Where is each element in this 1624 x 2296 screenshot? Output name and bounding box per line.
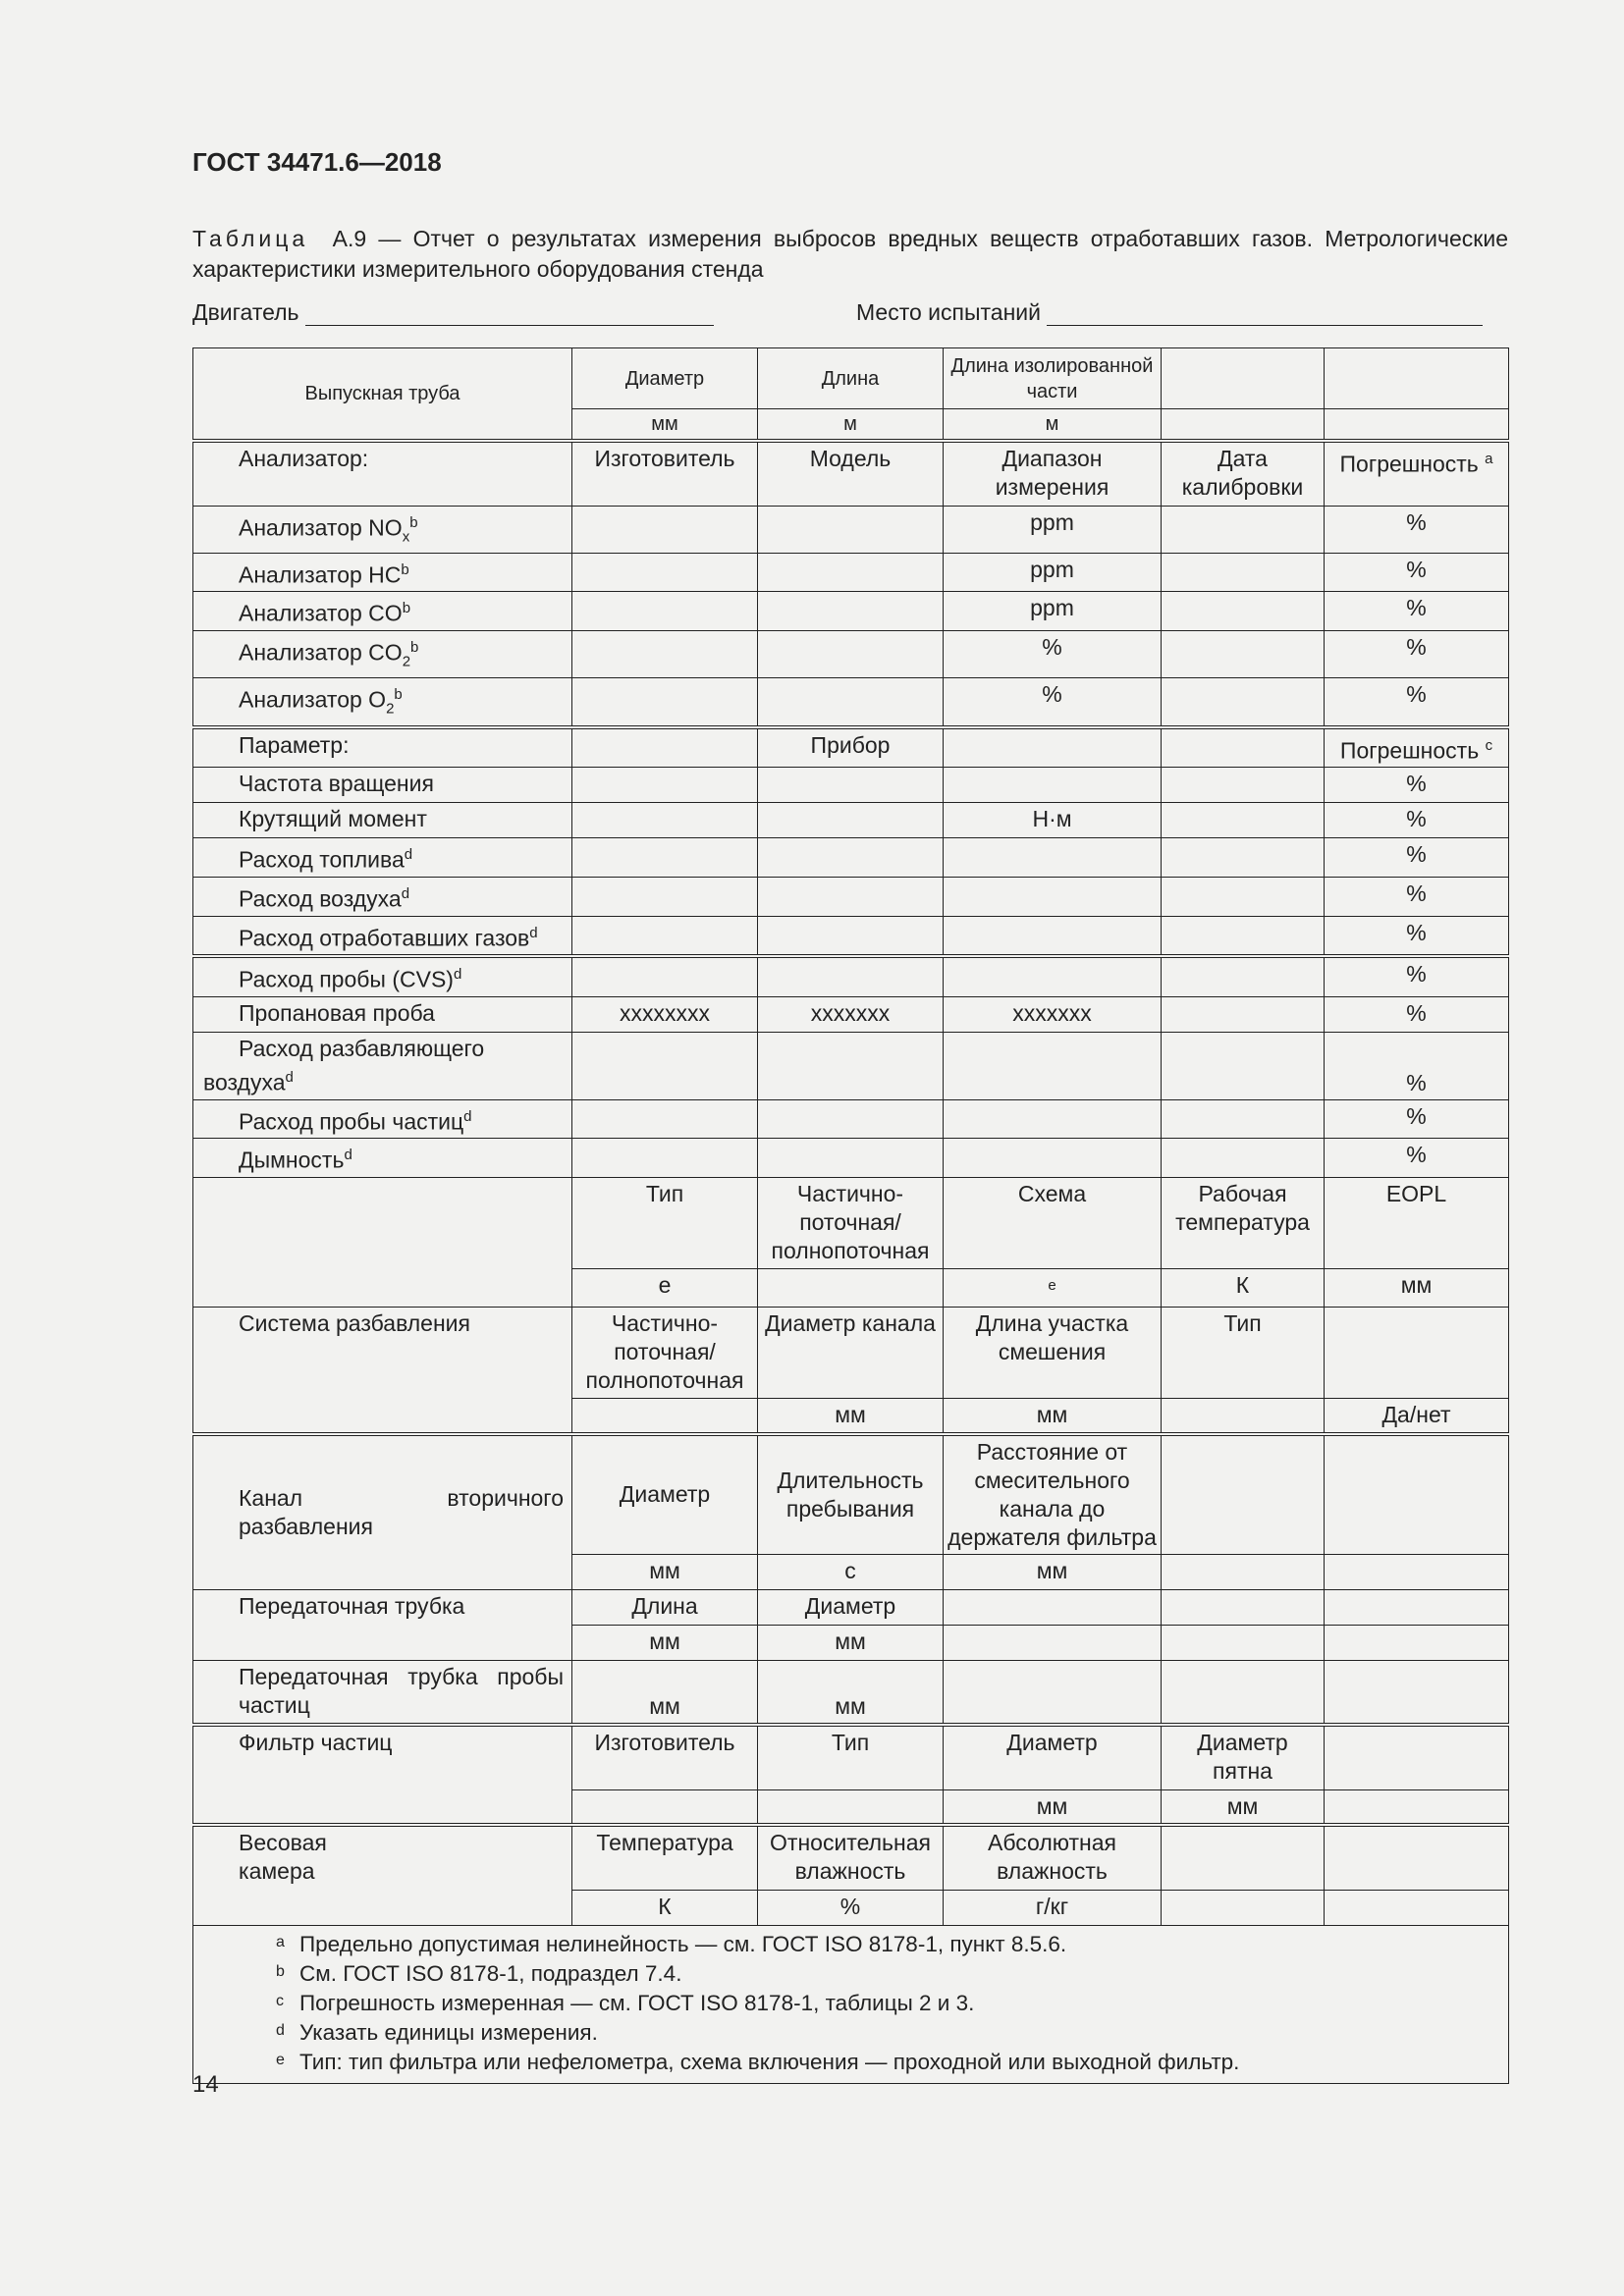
test-place-field (856, 299, 1483, 326)
table-row-label-text: Анализатор NO (239, 514, 403, 541)
document-header: ГОСТ 34471.6—2018 (192, 147, 442, 177)
table-cell (944, 1099, 1162, 1139)
table-cell: мм (1325, 1268, 1509, 1308)
table-cell: ppm (944, 553, 1162, 592)
table-cell (758, 1789, 944, 1825)
table-cell (572, 553, 758, 592)
table-cell: % (1325, 678, 1509, 727)
table-cell (758, 1032, 944, 1099)
table-cell: Диаметр пятна (1162, 1725, 1325, 1789)
table-row-label-text: Анализатор CO (239, 601, 403, 627)
footnote-ref: b (402, 600, 411, 617)
footnote-text: Тип: тип фильтра или нефелометра, схема включения — проходной или выходной фильтр. (299, 2049, 1240, 2074)
dilution-system-label: Система разбавления (193, 1308, 572, 1434)
table-row (193, 1589, 1509, 1625)
table-cell: мм (944, 1399, 1162, 1434)
footnote-mark: c (276, 1992, 284, 2009)
table-row (193, 348, 1509, 409)
table-cell: % (1325, 838, 1509, 878)
table-cell: % (1325, 1032, 1509, 1099)
table-cell: Диаметр (572, 348, 758, 409)
footnote-text: Указать единицы измерения. (299, 2019, 598, 2045)
table-row (193, 803, 1509, 838)
table-cell: мм (1162, 1789, 1325, 1825)
table-cell (1325, 1308, 1509, 1399)
table-cell-text: Погрешность (1339, 737, 1480, 764)
footnote (276, 1959, 1498, 1989)
table-row-label-text: Расход разбавляющего (239, 1035, 485, 1061)
table-cell: м (758, 409, 944, 442)
table-cell: мм (572, 1625, 758, 1660)
table-cell (944, 838, 1162, 878)
table-row-label-text: Анализатор O (239, 686, 387, 713)
footnote-text: Предельно допустимая нелинейность — см. ГОСТ ISO 8178-1, пункт 8.5.6. (299, 1931, 1067, 1956)
table-cell: % (1325, 1139, 1509, 1178)
table-cell: Относительная влажность (758, 1825, 944, 1890)
table-row-label-text: Анализатор CO (239, 639, 403, 666)
table-cell (1325, 1660, 1509, 1725)
table-cell: Частично-поточная/ полнопоточная (572, 1308, 758, 1399)
table-cell: % (1325, 1099, 1509, 1139)
table-cell (1162, 1099, 1325, 1139)
table-cell (944, 1625, 1162, 1660)
table-cell (572, 803, 758, 838)
table-row (193, 1434, 1509, 1555)
table-cell (1162, 678, 1325, 727)
table-cell (758, 768, 944, 803)
engine-field (192, 299, 714, 326)
subscript: x (402, 527, 410, 545)
table-cell (1162, 768, 1325, 803)
table-cell: Диаметр канала (758, 1308, 944, 1399)
footnote-ref: d (453, 966, 462, 984)
table-caption-number: А.9 (332, 226, 367, 251)
table-cell (758, 678, 944, 727)
table-cell (1162, 877, 1325, 916)
table-cell: % (1325, 877, 1509, 916)
table-cell: мм (758, 1399, 944, 1434)
table-cell (1162, 1399, 1325, 1434)
table-cell: % (1325, 956, 1509, 996)
table-cell (1325, 1789, 1509, 1825)
table-cell (1325, 727, 1509, 768)
subscript: 2 (386, 700, 395, 718)
table-row-label (193, 631, 572, 678)
footnote-ref: d (529, 924, 538, 941)
table-cell: Изготовитель (572, 441, 758, 506)
table-cell (572, 678, 758, 727)
footnote-ref: b (401, 561, 409, 578)
table-cell (758, 916, 944, 956)
footnote-ref: c (1485, 736, 1493, 754)
table-row (193, 1177, 1509, 1268)
table-cell (1162, 1589, 1325, 1625)
table-cell: % (1325, 506, 1509, 553)
table-row-label (193, 1099, 572, 1139)
analyzer-label: Анализатор: (193, 441, 572, 506)
table-row-label-text: Расход топлива (239, 846, 405, 873)
table-cell (572, 631, 758, 678)
footnotes (193, 1925, 1509, 2083)
table-cell: Диапазон измерения (944, 441, 1162, 506)
transfer-particle-tube-label: Передаточная трубка пробы частиц (193, 1660, 572, 1725)
table-cell: мм (758, 1660, 944, 1725)
table-cell: % (944, 678, 1162, 727)
table-cell: Длина (572, 1589, 758, 1625)
table-row (193, 1139, 1509, 1178)
table-cell (1325, 1825, 1509, 1890)
table-row-label-text: Расход пробы (CVS) (239, 966, 454, 992)
table-cell (1162, 348, 1325, 409)
table-cell (1162, 803, 1325, 838)
table-cell (1162, 727, 1325, 768)
table-cell (758, 631, 944, 678)
table-row-label (193, 506, 572, 553)
table-cell: % (1325, 916, 1509, 956)
table-cell: % (1325, 768, 1509, 803)
table-cell (1162, 838, 1325, 878)
table-cell: % (1325, 553, 1509, 592)
table-cell: Н·м (944, 803, 1162, 838)
table-cell: Диаметр (758, 1589, 944, 1625)
particle-filter-label: Фильтр частиц (193, 1725, 572, 1825)
table-cell: EOPL (1325, 1177, 1509, 1268)
table-cell (944, 727, 1162, 768)
table-row (193, 877, 1509, 916)
table-cell: % (1325, 592, 1509, 631)
table-cell: Диаметр (944, 1725, 1162, 1789)
table-cell: мм (944, 1554, 1162, 1589)
table-cell: Схема (944, 1177, 1162, 1268)
table-row (193, 1725, 1509, 1789)
table-cell (758, 553, 944, 592)
table-cell (1162, 1890, 1325, 1925)
table-cell (944, 1032, 1162, 1099)
table-row-label (193, 1032, 572, 1099)
footnote-mark: a (276, 1933, 285, 1950)
table-cell: м (944, 409, 1162, 442)
table-cell: Тип (1162, 1308, 1325, 1399)
exhaust-label: Выпускная труба (193, 348, 572, 442)
table-cell (758, 1268, 944, 1308)
emissions-report-table (192, 347, 1509, 2084)
table-row-label (193, 956, 572, 996)
table-cell (1325, 1725, 1509, 1789)
table-cell (758, 838, 944, 878)
table-cell (944, 1660, 1162, 1725)
table-cell (1162, 592, 1325, 631)
test-place-label: Место испытаний (856, 299, 1041, 325)
table-row-label (193, 768, 572, 803)
table-cell (572, 1789, 758, 1825)
engine-label: Двигатель (192, 299, 299, 325)
footnote-mark: b (276, 1962, 285, 1980)
table-cell (572, 1399, 758, 1434)
table-cell (758, 1139, 944, 1178)
table-cell: хххххххх (572, 996, 758, 1032)
table-cell: Длина изолированной части (944, 348, 1162, 409)
table-cell: Тип (758, 1725, 944, 1789)
footnote-text: Погрешность измеренная — см. ГОСТ ISO 8178-1, таблицы 2 и 3. (299, 1990, 975, 2015)
table-cell (1325, 1589, 1509, 1625)
table-cell (1162, 631, 1325, 678)
footnote-mark: e (276, 2051, 285, 2068)
table-row (193, 678, 1509, 727)
table-cell: е (572, 1268, 758, 1308)
table-row-label (193, 592, 572, 631)
footnote (276, 1930, 1498, 1959)
table-cell: Длина (758, 348, 944, 409)
table-row (193, 956, 1509, 996)
table-cell: г/кг (944, 1890, 1162, 1925)
table-caption-text: — Отчет о результатах измерения выбросов вредных веществ отработавших газов. Метрологические характеристики измерительного оборудования стенда (192, 226, 1509, 282)
table-cell (572, 877, 758, 916)
table-cell (572, 592, 758, 631)
table-cell-text: Погрешность (1339, 451, 1479, 477)
footnote-ref: d (404, 846, 413, 864)
table-cell: с (758, 1554, 944, 1589)
table-cell (572, 838, 758, 878)
footnote (276, 2018, 1498, 2048)
table-cell (572, 916, 758, 956)
table-cell: мм (758, 1625, 944, 1660)
table-cell: ххххххх (944, 996, 1162, 1032)
subscript: 2 (402, 653, 411, 670)
parameter-tail-rows (193, 1099, 1509, 1177)
footnote-ref: d (463, 1107, 472, 1125)
footnote-ref: d (285, 1068, 294, 1086)
table-cell: Частично-поточная/ полнопоточная (758, 1177, 944, 1268)
table-row-label-text: Частота вращения (239, 771, 434, 797)
footnote-ref: d (344, 1147, 352, 1164)
table-cell (758, 956, 944, 996)
table-cell (758, 803, 944, 838)
footnote-text: См. ГОСТ ISO 8178-1, подраздел 7.4. (299, 1960, 682, 1986)
table-row-label-text: Расход воздуха (239, 885, 402, 912)
table-row-label-text: Дымность (239, 1147, 345, 1173)
parameter-label: Параметр: (193, 727, 572, 768)
table-cell: Модель (758, 441, 944, 506)
table-cell (572, 956, 758, 996)
page-number: 14 (192, 2071, 219, 2098)
table-cell (572, 1099, 758, 1139)
table-cell: ppm (944, 592, 1162, 631)
footnote-ref: е (1048, 1276, 1056, 1294)
table-cell (944, 916, 1162, 956)
table-cell (193, 1177, 572, 1308)
footnote-ref: b (410, 639, 419, 657)
table-cell (1162, 916, 1325, 956)
table-cell (572, 727, 758, 768)
table-row (193, 1660, 1509, 1725)
table-cell: мм (572, 1660, 758, 1725)
footnote-ref: a (1485, 451, 1493, 467)
table-row (193, 1032, 1509, 1099)
table-row-label (193, 916, 572, 956)
table-row-label (193, 877, 572, 916)
table-row-label (193, 838, 572, 878)
table-cell: Изготовитель (572, 1725, 758, 1789)
table-cell: ххххххх (758, 996, 944, 1032)
table-row-label-text: воздуха (203, 1069, 286, 1095)
table-cell: Длительность пребывания (758, 1434, 944, 1555)
table-cell (944, 768, 1162, 803)
table-cell (572, 768, 758, 803)
secondary-dilution-label: Канал вторичного разбавления (193, 1434, 572, 1590)
table-cell: Абсолютная влажность (944, 1825, 1162, 1890)
table-row-label (193, 1139, 572, 1178)
table-row (193, 1099, 1509, 1139)
table-cell (1325, 1890, 1509, 1925)
footnote-ref: b (409, 513, 418, 531)
footnote-mark: d (276, 2021, 285, 2039)
table-cell (944, 1589, 1162, 1625)
table-cell (758, 506, 944, 553)
table-cell (1162, 1032, 1325, 1099)
table-cell (1325, 1434, 1509, 1555)
table-row-label-text: Крутящий момент (239, 806, 427, 832)
table-cell (758, 877, 944, 916)
parameter-rows (193, 768, 1509, 1033)
table-cell: Длина участка смешения (944, 1308, 1162, 1399)
table-cell: Температура (572, 1825, 758, 1890)
table-cell: % (1325, 803, 1509, 838)
table-row-label (193, 996, 572, 1032)
table-cell (1162, 996, 1325, 1032)
table-row-label-text: Расход отработавших газов (239, 925, 530, 951)
table-cell (944, 877, 1162, 916)
table-cell: Прибор (758, 727, 944, 768)
table-cell (1162, 956, 1325, 996)
footnote (276, 1989, 1498, 2018)
table-cell (944, 1268, 1162, 1308)
table-cell (944, 956, 1162, 996)
table-row (193, 727, 1509, 768)
table-row (193, 1825, 1509, 1890)
table-cell: Дата калибровки (1162, 441, 1325, 506)
table-cell: К (1162, 1268, 1325, 1308)
table-cell: К (572, 1890, 758, 1925)
table-cell: мм (572, 1554, 758, 1589)
analyzer-rows (193, 506, 1509, 727)
table-row (193, 1925, 1509, 2083)
table-cell: Рабочая температура (1162, 1177, 1325, 1268)
table-cell: % (758, 1890, 944, 1925)
table-cell (1162, 1434, 1325, 1555)
table-cell (1162, 1139, 1325, 1178)
transfer-tube-label: Передаточная трубка (193, 1589, 572, 1660)
table-cell (758, 592, 944, 631)
table-cell (1162, 1660, 1325, 1725)
table-caption (192, 224, 1508, 285)
table-row-label-text: Пропановая проба (239, 999, 435, 1026)
table-cell (1162, 553, 1325, 592)
table-cell (1325, 1554, 1509, 1589)
table-cell (1325, 348, 1509, 409)
table-row-label (193, 553, 572, 592)
table-row (193, 506, 1509, 553)
footnote (276, 2048, 1498, 2077)
table-row (193, 916, 1509, 956)
table-cell: % (1325, 631, 1509, 678)
footnote-ref: b (394, 686, 403, 704)
table-cell (1162, 506, 1325, 553)
table-row-label (193, 803, 572, 838)
table-row (193, 768, 1509, 803)
table-row (193, 631, 1509, 678)
weighing-chamber-label: Весовая камера (193, 1825, 572, 1925)
table-cell (1162, 1825, 1325, 1890)
table-row (193, 1308, 1509, 1399)
table-cell: Диаметр (572, 1434, 758, 1555)
table-cell (572, 506, 758, 553)
table-cell: Расстояние от смесительного канала до держателя фильтра (944, 1434, 1162, 1555)
table-row (193, 838, 1509, 878)
table-row (193, 553, 1509, 592)
table-cell (572, 1139, 758, 1178)
table-cell: мм (572, 409, 758, 442)
engine-blank-line (305, 299, 714, 326)
table-cell (1162, 1554, 1325, 1589)
table-row (193, 996, 1509, 1032)
table-cell (1162, 409, 1325, 442)
table-row (193, 441, 1509, 506)
footnote-ref: d (401, 884, 410, 902)
table-row-label (193, 678, 572, 727)
table-row (193, 592, 1509, 631)
table-cell (758, 1099, 944, 1139)
table-cell (572, 1032, 758, 1099)
table-cell: Да/нет (1325, 1399, 1509, 1434)
table-cell: % (944, 631, 1162, 678)
table-cell: ppm (944, 506, 1162, 553)
test-place-blank-line (1047, 299, 1483, 326)
table-cell (1162, 1625, 1325, 1660)
table-row-label-text: Анализатор HC (239, 561, 402, 588)
table-cell: Тип (572, 1177, 758, 1268)
table-cell: % (1325, 996, 1509, 1032)
table-caption-prefix: Таблица (192, 226, 309, 251)
table-cell (1325, 441, 1509, 506)
table-cell (1325, 409, 1509, 442)
table-cell: мм (944, 1789, 1162, 1825)
table-row-label-text: Расход пробы частиц (239, 1108, 464, 1135)
table-cell (1325, 1625, 1509, 1660)
table-cell (944, 1139, 1162, 1178)
